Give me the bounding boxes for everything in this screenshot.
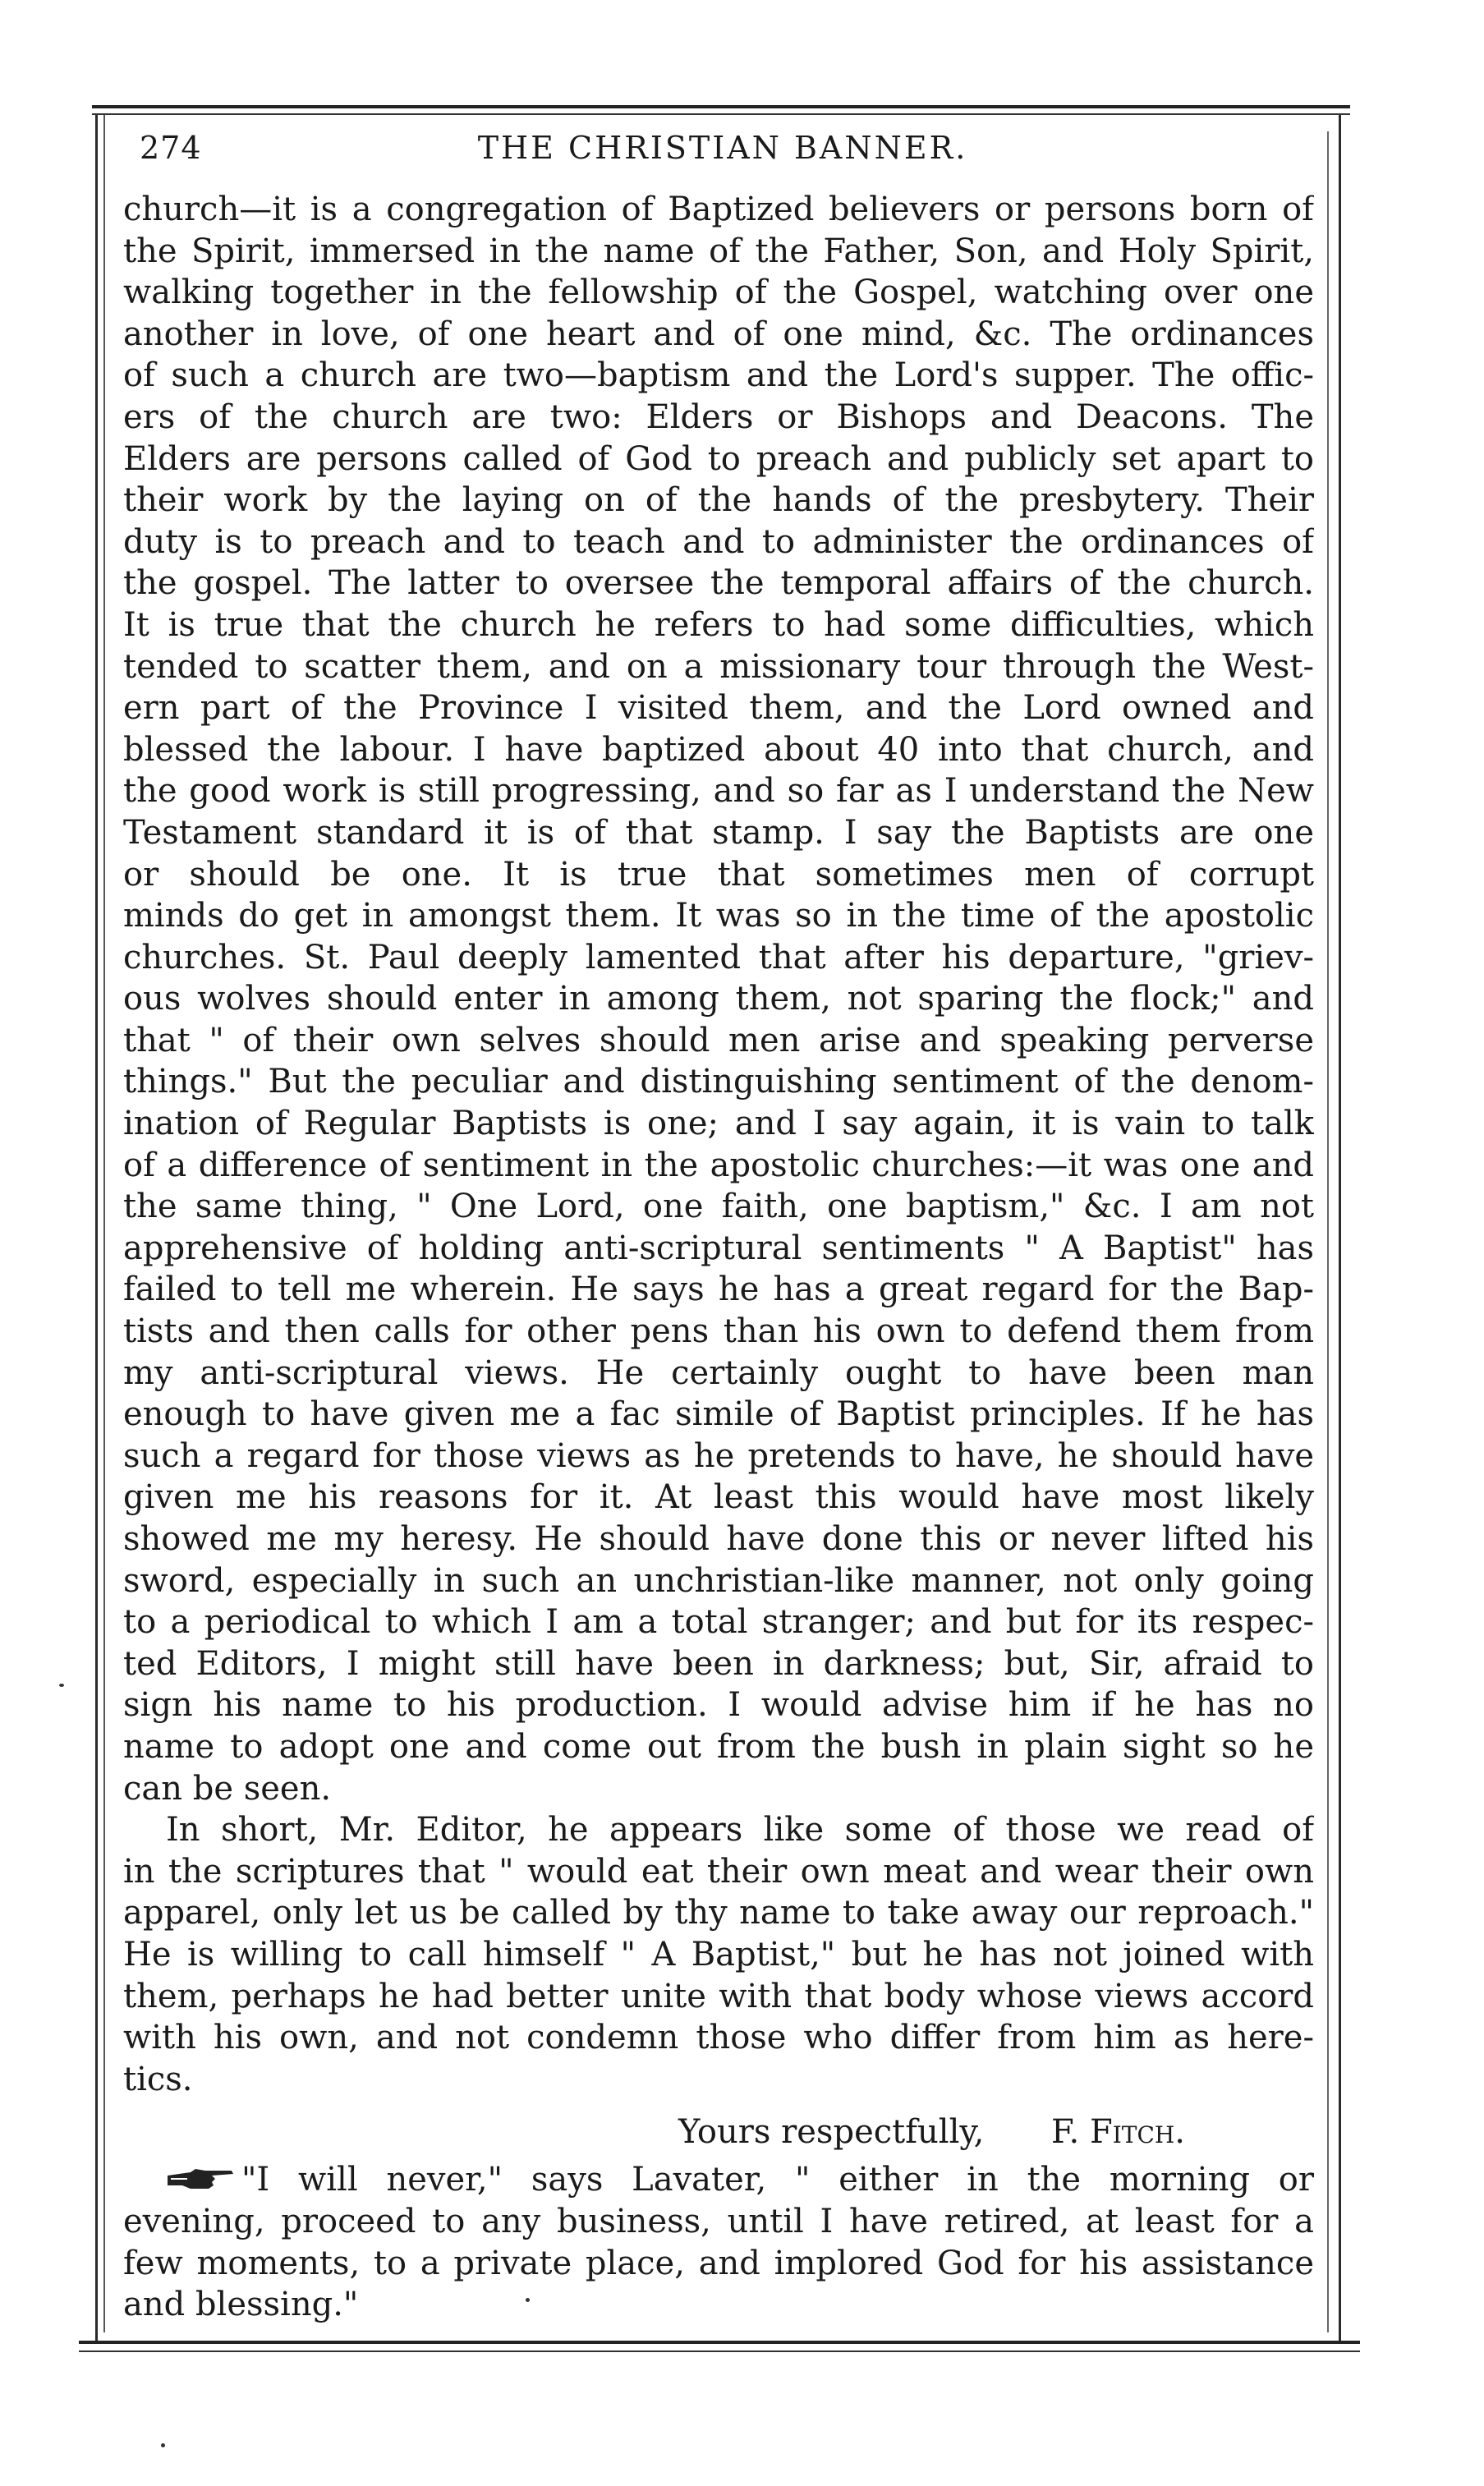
text-line: things." But the peculiar and distinguishing sentiment of the denom- [123,1063,1314,1101]
text-line: sword, especially in such an unchristian-like manner, not only going [123,1561,1314,1600]
text-line: ern part of the Province I visited them, and the Lord owned and [123,689,1314,728]
right-border-line [1339,115,1341,2341]
left-border-line [95,115,98,2341]
top-rule-thin [92,113,1350,115]
text-line: them, perhaps he had better unite with that body whose views accord [123,1977,1314,2015]
text-line: Elders are persons called of God to preach and publicly set apart to [123,439,1314,478]
text-line: of such a church are two—baptism and the Lord's supper. The offic- [123,356,1314,395]
text-line: duty is to preach and to teach and to administer the ordinances of [123,522,1314,561]
text-line: ination of Regular Baptists is one; and I say again, it is vain to talk [123,1105,1314,1143]
text-line: with his own, and not condemn those who differ from him as here- [123,2019,1314,2057]
bottom-rule-thin [79,2350,1360,2352]
text-line: blessed the labour. I have baptized about 40 into that church, and [123,730,1314,769]
pointing-hand-icon [166,2162,235,2192]
text-line: ous wolves should enter in among them, not sparing the flock;" and [123,980,1314,1018]
text-line: the Spirit, immersed in the name of the Father, Son, and Holy Spirit, [123,232,1314,270]
paragraph-1 [123,189,1314,1809]
text-line: Testament standard it is of that stamp. I say the Baptists are one [123,813,1314,852]
text-line: church—it is a congregation of Baptized believers or persons born of [123,191,1314,228]
text-line: failed to tell me wherein. He says he has a great regard for the Bap- [123,1271,1314,1309]
ink-speck [59,1684,64,1687]
text-line: He is willing to call himself " A Baptist," but he has not joined with [123,1935,1314,1974]
text-line: It is true that the church he refers to had some difficulties, which [123,605,1314,644]
text-line: apparel, only let us be called by thy name to take away our reproach." [123,1894,1314,1932]
text-line [123,2159,1314,2201]
paragraph-2 [123,1809,1314,2100]
text-line: to a periodical to which I am a total stranger; and but for its respec- [123,1603,1314,1642]
left-border-line-inner [103,115,105,2332]
bottom-rule [79,2341,1360,2344]
text-line: ers of the church are two: Elders or Bishops and Deacons. The [123,397,1314,436]
right-border-line-inner [1327,131,1329,2332]
text-line: and blessing." [123,2286,359,2324]
text-line: few moments, to a private place, and implored God for his assistance [123,2244,1314,2282]
text-line: showed me my heresy. He should have done this or never lifted his [123,1520,1314,1558]
text-line: the gospel. The latter to oversee the temporal affairs of the church. [123,564,1314,603]
page-number: 274 [140,130,202,166]
text-line: ted Editors, I might still have been in darkness; but, Sir, afraid to [123,1644,1314,1683]
text-line: enough to have given me a fac simile of Baptist principles. If he has [123,1395,1314,1434]
text-line: churches. St. Paul deeply lamented that after his departure, "griev- [123,938,1314,976]
text-line: or should be one. It is true that sometimes men of corrupt [123,855,1314,894]
text-line: another in love, of one heart and of one mind, &c. The ordinances [123,315,1314,353]
text-line: sign his name to his production. I would advise him if he has no [123,1686,1314,1725]
text-line: apprehensive of holding anti-scriptural sentiments " A Baptist" has [123,1229,1314,1267]
running-head: THE CHRISTIAN BANNER. [477,130,968,166]
text-line: in the scriptures that " would eat their own meat and wear their own [123,1852,1314,1891]
lavater-note [123,2159,1314,2325]
text-line: that " of their own selves should men arise and speaking perverse [123,1021,1314,1059]
text-line: given me his reasons for it. At least this would have most likely [123,1478,1314,1517]
text-line: walking together in the fellowship of the Gospel, watching over one [123,273,1314,312]
text-line: In short, Mr. Editor, he appears like some of those we read of [166,1811,1314,1850]
text-line: evening, proceed to any business, until I have retired, at least for a [123,2202,1314,2240]
article-body [123,189,1314,2326]
text-line: minds do get in amongst them. It was so in the time of the apostolic [123,897,1314,935]
text-line: name to adopt one and come out from the bush in plain sight so he [123,1727,1314,1766]
signature: F. Fitch. [1051,2113,1185,2152]
text-line: tists and then calls for other pens than his own to defend them from [123,1312,1314,1351]
text-line: their work by the laying on of the hands of the presbytery. Their [123,481,1314,520]
text-line: tended to scatter them, and on a missionary tour through the West- [123,647,1314,686]
text-line: of a difference of sentiment in the apostolic churches:—it was one and [123,1146,1314,1184]
text-line: the same thing, " One Lord, one faith, one baptism," &c. I am not [123,1188,1314,1226]
note-line-1: "I will never," says Lavater, " either in the morning or [241,2161,1314,2199]
signoff [123,2100,1314,2159]
text-line: can be seen. [123,1769,332,1808]
page-header [131,130,1314,179]
text-line: my anti-scriptural views. He certainly ought to have been man [123,1353,1314,1392]
closing: Yours respectfully, [678,2113,985,2152]
text-line: the good work is still progressing, and so far as I understand the New [123,772,1314,811]
top-rule [92,105,1350,108]
text-line: tics. [123,2060,193,2098]
ink-speck [161,2443,165,2447]
text-line: such a regard for those views as he pretends to have, he should have [123,1436,1314,1475]
ink-speck [526,2298,530,2302]
